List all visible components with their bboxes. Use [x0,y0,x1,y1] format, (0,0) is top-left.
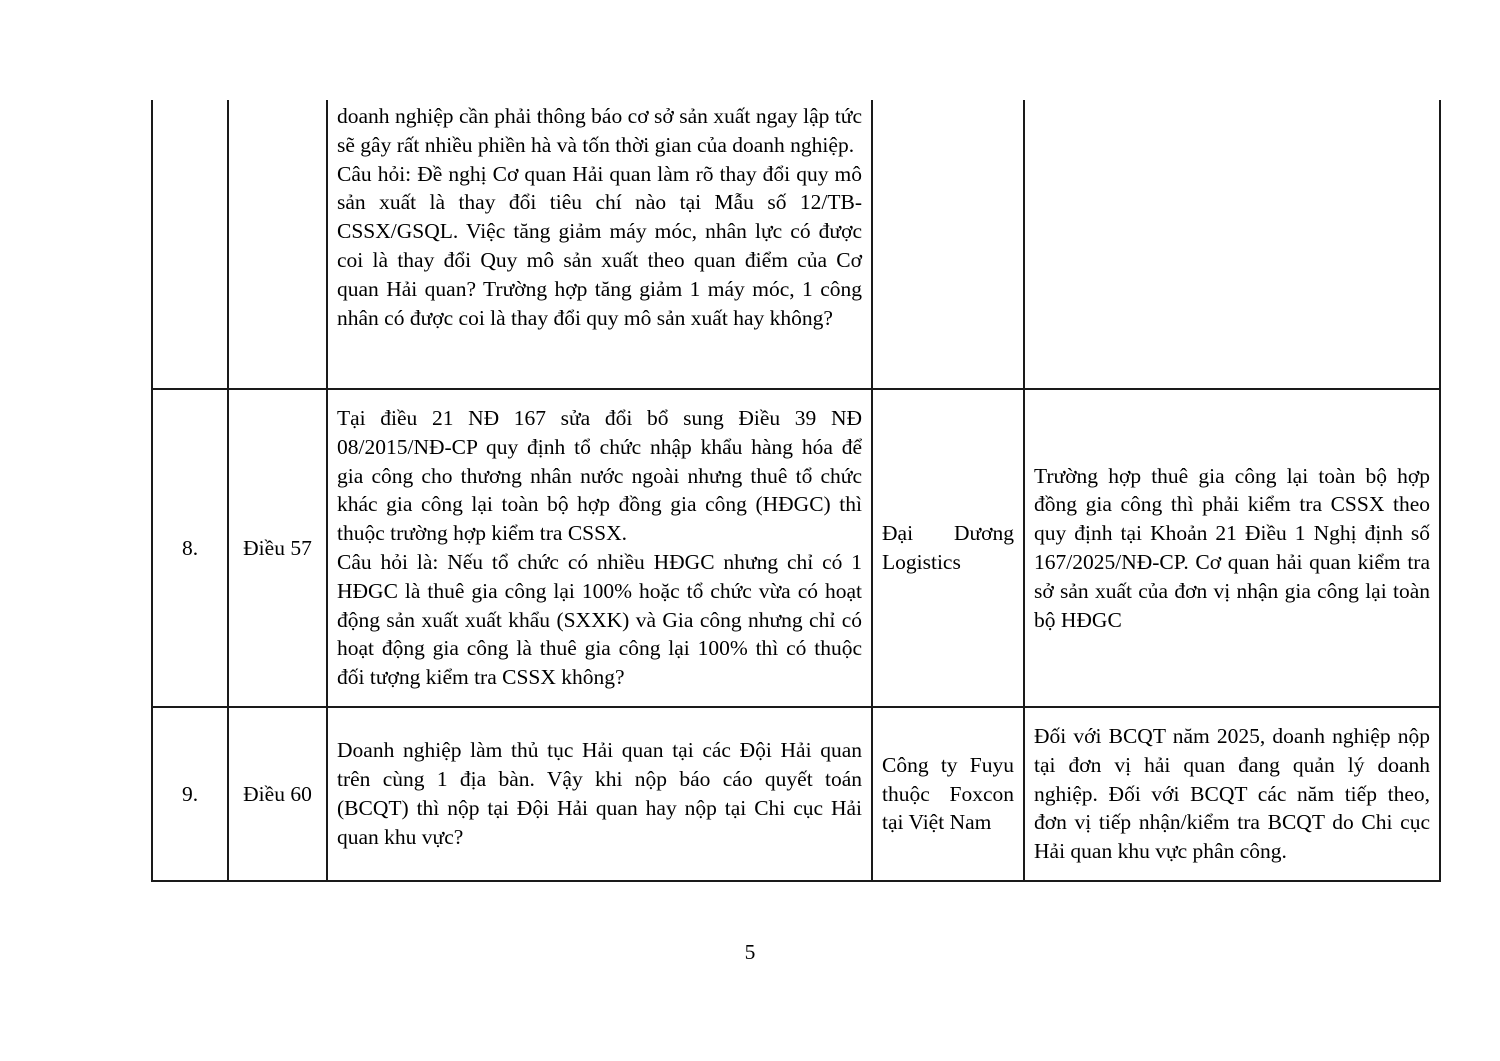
question-paragraph: Tại điều 21 NĐ 167 sửa đổi bổ sung Điều 39 NĐ 08/2015/NĐ-CP quy định tổ chức nhập khẩu hàng hóa để gia công cho thương nhân nước ngoài nhưng thuê tổ chức khác gia công lại toàn bộ hợp đồng gia công (HĐGC) thì thuộc trường hợp kiểm tra CSSX. [337,406,862,546]
article-cell: Điều 57 [228,389,327,707]
stt-cell: 8. [152,389,228,707]
question-cell [327,707,872,881]
table-row [152,389,1440,707]
qa-table [151,100,1441,882]
unit-cell: Công ty Fuyu thuộc Foxcon tại Việt Nam [872,707,1024,881]
article-cell [228,100,327,389]
question-cell [327,389,872,707]
page-number: 5 [744,940,756,964]
stt-cell [152,100,228,389]
unit-cell [872,100,1024,389]
question-paragraph: Doanh nghiệp làm thủ tục Hải quan tại các Đội Hải quan trên cùng 1 địa bàn. Vậy khi nộp báo cáo quyết toán (BCQT) thì nộp tại Đội Hải quan hay nộp tại Chi cục Hải quan khu vực? [337,738,862,849]
answer-cell: Trường hợp thuê gia công lại toàn bộ hợp đồng gia công thì phải kiểm tra CSSX theo quy định tại Khoản 21 Điều 1 Nghị định số 167/2025/NĐ-CP. Cơ quan hải quan kiểm tra sở sản xuất của đơn vị nhận gia công lại toàn bộ HĐGC [1024,389,1440,707]
question-cell [327,100,872,389]
stt-cell: 9. [152,707,228,881]
unit-cell: Đại Dương Logistics [872,389,1024,707]
table-row-continuation [152,100,1440,389]
article-cell: Điều 60 [228,707,327,881]
question-paragraph: Câu hỏi: Đề nghị Cơ quan Hải quan làm rõ thay đổi quy mô sản xuất là thay đổi tiêu chí nào tại Mẫu số 12/TB-CSSX/GSQL. Việc tăng giảm máy móc, nhân lực có được coi là thay đổi Quy mô sản xuất theo quan điểm của Cơ quan Hải quan? Trường hợp tăng giảm 1 máy móc, 1 công nhân có được coi là thay đổi quy mô sản xuất hay không? [337,161,862,330]
question-paragraph: doanh nghiệp cần phải thông báo cơ sở sản xuất ngay lập tức sẽ gây rất nhiều phiền hà và tốn thời gian của doanh nghiệp. [337,104,862,157]
answer-cell [1024,100,1440,389]
answer-cell: Đối với BCQT năm 2025, doanh nghiệp nộp tại đơn vị hải quan đang quản lý doanh nghiệp. Đối với BCQT các năm tiếp theo, đơn vị tiếp nhận/kiểm tra BCQT do Chi cục Hải quan khu vực phân công. [1024,707,1440,881]
table-row [152,707,1440,881]
question-paragraph: Câu hỏi là: Nếu tổ chức có nhiều HĐGC nhưng chỉ có 1 HĐGC là thuê gia công lại 100% hoặc tổ chức vừa có hoạt động sản xuất xuất khẩu (SXXK) và Gia công nhưng chỉ có hoạt động gia công là thuê gia công lại 100% thì có thuộc đối tượng kiểm tra CSSX không? [337,550,862,690]
